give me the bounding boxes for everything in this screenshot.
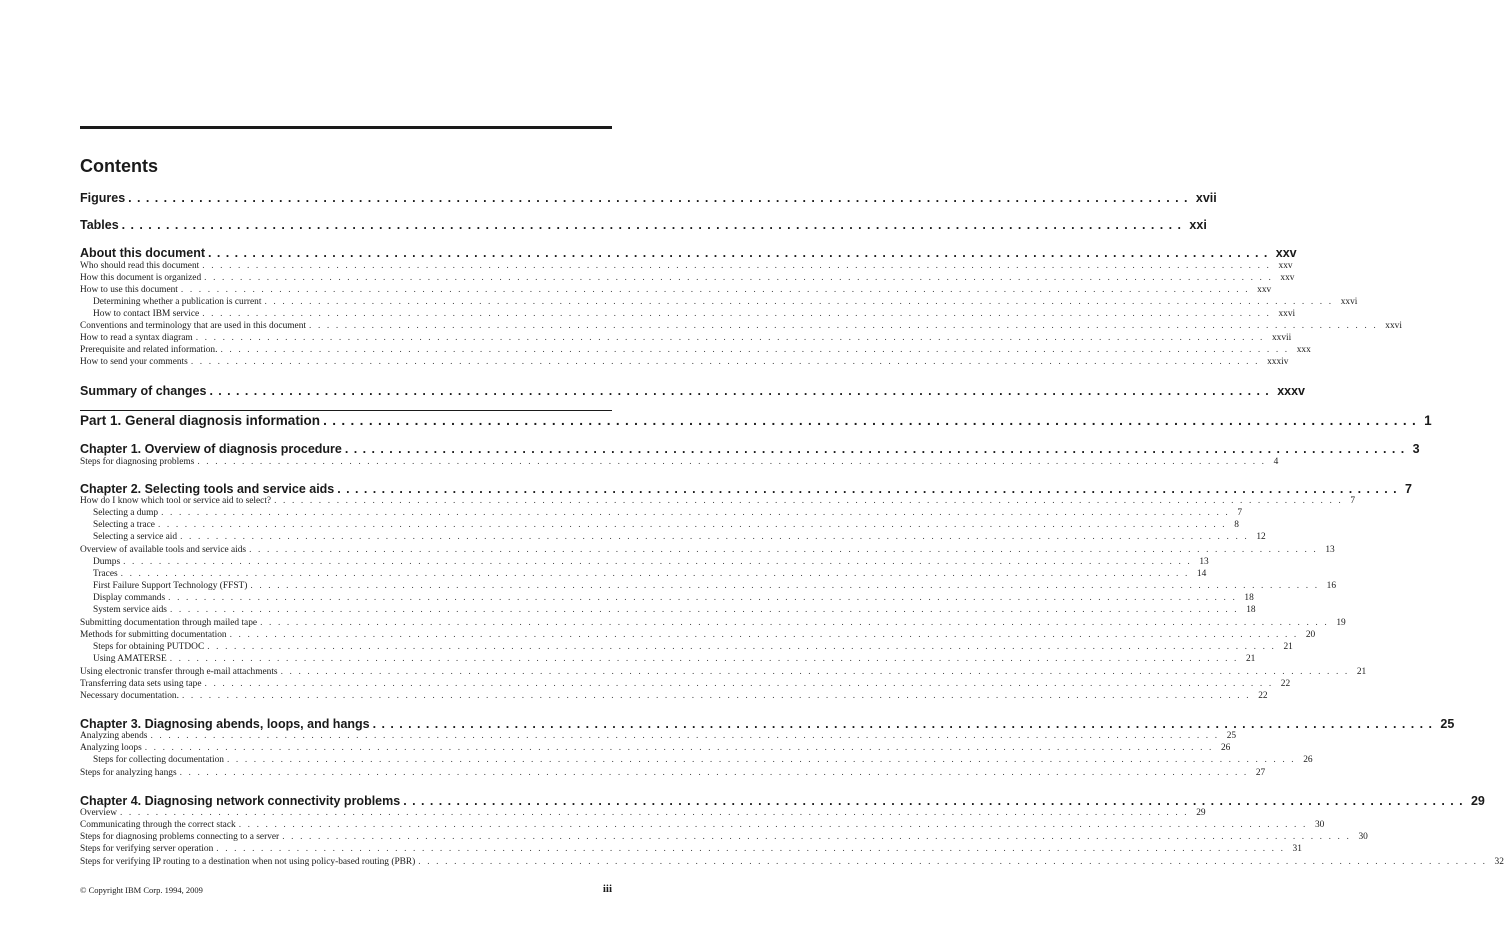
toc-entry-label: Using AMATERSE [93, 654, 167, 664]
toc-entry[interactable] [80, 519, 1239, 531]
toc-entry-page: 1 [1424, 413, 1432, 428]
toc-entry[interactable] [80, 284, 1272, 296]
toc-entry[interactable] [80, 604, 1256, 616]
toc-entry[interactable] [80, 617, 1346, 629]
toc-entry-label: Steps for verifying IP routing to a destination when not using policy-based routing (PBR) [80, 857, 416, 867]
toc-entry-label: Methods for submitting documentation [80, 630, 227, 640]
toc-entry-label: Display commands [93, 593, 166, 603]
toc-entry-label: About this document [80, 246, 205, 260]
toc-entry-label: Traces [93, 569, 118, 579]
toc-leader-dots: ........................................................................................................................ [157, 520, 1232, 530]
toc-entry-page: xxvi [1385, 321, 1402, 331]
toc-entry-page: xxvi [1340, 297, 1358, 307]
toc-leader-dots: ........................................................................................................................ [161, 508, 1235, 518]
toc-entry-label: Conventions and terminology that are used in this document [80, 321, 307, 331]
toc-entry-label: Who should read this document [80, 261, 200, 271]
toc-entry-label: Using electronic transfer through e-mail attachments [80, 667, 278, 677]
toc-entry-label: Determining whether a publication is current [93, 297, 262, 307]
toc-leader-dots: ........................................................................................................................ [144, 743, 1218, 753]
toc-entry-page: xxvii [1271, 333, 1292, 343]
toc-part-entry[interactable] [80, 412, 1432, 429]
toc-entry-label: How to read a syntax diagram [80, 333, 193, 343]
toc-entry-page: xvii [1195, 191, 1217, 205]
toc-leader-dots: ........................................................................................................................ [168, 593, 1242, 603]
toc-entry-page: 4 [1273, 457, 1279, 467]
toc-entry-label: Steps for obtaining PUTDOC [93, 642, 205, 652]
toc-entry-page: 19 [1336, 618, 1346, 628]
toc-entry[interactable] [80, 320, 1402, 332]
toc-leader-dots: ........................................................................................................................ [169, 605, 1244, 615]
toc-leader-dots: ........................................................................................................................ [226, 755, 1301, 765]
toc-entry[interactable] [80, 856, 1504, 868]
toc-entry-page: 29 [1470, 794, 1485, 808]
toc-entry-page: xxx [1296, 345, 1311, 355]
toc-entry[interactable] [80, 666, 1367, 678]
toc-entry-page: xxv [1275, 246, 1297, 260]
page-title: Contents [80, 156, 158, 176]
toc-entry-page: 7 [1405, 482, 1412, 496]
toc-leader-dots: ........................................................................................................................ [180, 532, 1254, 542]
toc-leader-dots: ........................................................................................................................ [344, 442, 1410, 456]
toc-entry-page: 21 [1356, 667, 1367, 677]
toc-entry[interactable] [80, 568, 1207, 580]
toc-leader-dots: ........................................................................................................................ [202, 309, 1276, 319]
toc-entry[interactable] [80, 296, 1358, 308]
toc-entry-label: First Failure Support Technology (FFST) [93, 581, 248, 591]
toc-leader-dots: ........................................................................................................................ [190, 357, 1265, 367]
toc-leader-dots: ........................................................................................................................ [309, 321, 1383, 331]
toc-entry-page: 22 [1280, 679, 1291, 689]
toc-leader-dots: ........................................................................................................................ [403, 794, 1468, 808]
toc-leader-dots: ........................................................................................................................ [249, 545, 1323, 555]
toc-entry-label: Dumps [93, 557, 121, 567]
toc-chapter-entry[interactable] [80, 190, 1217, 207]
toc-leader-dots: ........................................................................................................................ [169, 654, 1243, 664]
toc-entry-page: 27 [1255, 768, 1266, 778]
toc-entry-page: 30 [1358, 832, 1368, 842]
toc-leader-dots: ........................................................................................................................ [202, 261, 1276, 271]
toc-entry[interactable] [80, 690, 1268, 702]
toc-entry[interactable] [80, 629, 1316, 641]
copyright-notice: © Copyright IBM Corp. 1994, 2009 [80, 885, 203, 895]
toc-entry-label: Summary of changes [80, 384, 207, 398]
toc-entry[interactable] [80, 531, 1266, 543]
toc-leader-dots: ........................................................................................................................ [250, 581, 1324, 591]
toc-entry-page: 31 [1292, 844, 1302, 854]
toc-entry[interactable] [80, 807, 1206, 819]
toc-entry-page: xxv [1257, 285, 1272, 295]
toc-entry[interactable] [80, 344, 1311, 356]
toc-entry[interactable] [80, 678, 1291, 690]
toc-entry-page: 18 [1244, 593, 1254, 603]
toc-entry-page: 3 [1412, 442, 1420, 456]
toc-leader-dots: ........................................................................................................................ [274, 496, 1348, 506]
toc-entry-page: 13 [1199, 557, 1209, 567]
toc-entry[interactable] [80, 641, 1293, 653]
toc-leader-dots: ........................................................................................................................ [204, 273, 1278, 283]
toc-entry-page: 29 [1196, 808, 1206, 818]
toc-entry-page: xxv [1278, 261, 1293, 271]
toc-leader-dots: ........................................................................................................................ [264, 297, 1338, 307]
toc-entry-label: Necessary documentation. [80, 691, 179, 701]
toc-entry-label: How to send your comments [80, 357, 188, 367]
toc-entry-page: 30 [1314, 820, 1325, 830]
top-rule [80, 126, 612, 129]
toc-entry-page: 22 [1258, 691, 1268, 701]
toc-entry[interactable] [80, 580, 1337, 592]
toc-entry-label: Selecting a dump [93, 508, 159, 518]
toc-entry-label: Chapter 3. Diagnosing abends, loops, and hangs [80, 717, 370, 731]
toc-entry-label: Communicating through the correct stack [80, 820, 236, 830]
toc-leader-dots: ........................................................................................................................ [180, 285, 1255, 295]
toc-entry[interactable] [80, 272, 1295, 284]
toc-entry[interactable] [80, 592, 1254, 604]
toc-entry-label: Figures [80, 191, 126, 205]
toc-leader-dots: ........................................................................................................................ [123, 557, 1197, 567]
toc-entry-page: 16 [1326, 581, 1337, 591]
toc-entry-page: xxxv [1277, 384, 1305, 398]
toc-entry-label: Steps for diagnosing problems [80, 457, 195, 467]
toc-entry[interactable] [80, 507, 1243, 519]
toc-leader-dots: ........................................................................................................................ [323, 413, 1422, 428]
toc-entry-label: Selecting a trace [93, 520, 155, 530]
toc-entry[interactable] [80, 356, 1289, 368]
toc-entry-label: Chapter 2. Selecting tools and service aids [80, 482, 335, 496]
toc-entry-label: Submitting documentation through mailed tape [80, 618, 258, 628]
toc-leader-dots: ........................................................................................................................ [260, 618, 1334, 628]
toc-entry-page: 8 [1234, 520, 1239, 530]
toc-entry-label: System service aids [93, 605, 167, 615]
toc-leader-dots: ........................................................................................................................ [181, 691, 1256, 701]
toc-leader-dots: ........................................................................................................................ [282, 832, 1356, 842]
toc-leader-dots: ........................................................................................................................ [120, 569, 1194, 579]
toc-leader-dots: ........................................................................................................................ [204, 679, 1278, 689]
toc-entry-page: 25 [1440, 717, 1455, 731]
toc-entry-label: Overview of available tools and service aids [80, 545, 247, 555]
toc-entry-label: How this document is organized [80, 273, 202, 283]
toc-entry-page: 25 [1226, 731, 1237, 741]
toc-entry-label: Transferring data sets using tape [80, 679, 202, 689]
toc-entry-label: Analyzing abends [80, 731, 148, 741]
toc-leader-dots: ........................................................................................................................ [220, 345, 1294, 355]
toc-entry-page: 14 [1196, 569, 1207, 579]
toc-entry-label: Steps for verifying server operation [80, 844, 214, 854]
toc-entry-label: Tables [80, 218, 119, 232]
toc-entry[interactable] [80, 544, 1335, 556]
toc-entry-label: How to contact IBM service [93, 309, 200, 319]
toc-entry-page: 12 [1256, 532, 1266, 542]
toc-entry-label: Overview [80, 808, 117, 818]
toc-entry-label: How do I know which tool or service aid to select? [80, 496, 272, 506]
toc-leader-dots: ........................................................................................................................ [418, 857, 1492, 867]
toc-leader-dots: ........................................................................................................................ [372, 717, 1438, 731]
toc-entry-page: 26 [1303, 755, 1313, 765]
toc-entry-page: 18 [1246, 605, 1256, 615]
toc-entry-page: 26 [1220, 743, 1231, 753]
page-number: iii [602, 883, 612, 895]
toc-entry[interactable] [80, 767, 1266, 779]
toc-leader-dots: ........................................................................................................................ [195, 333, 1269, 343]
toc-leader-dots: ........................................................................................................................ [238, 820, 1312, 830]
toc-entry-page: xxxiv [1267, 357, 1289, 367]
part-divider-rule [80, 410, 612, 411]
toc-entry-label: Selecting a service aid [93, 532, 178, 542]
toc-entry[interactable] [80, 819, 1325, 831]
toc-entry[interactable] [80, 730, 1237, 742]
toc-entry[interactable] [80, 831, 1368, 843]
toc-entry-label: Part 1. General diagnosis information [80, 413, 321, 428]
toc-leader-dots: ........................................................................................................................ [216, 844, 1290, 854]
toc-leader-dots: ........................................................................................................................ [207, 642, 1281, 652]
toc-entry-page: 21 [1283, 642, 1293, 652]
toc-leader-dots: ........................................................................................................................ [119, 808, 1194, 818]
toc-entry-label: Steps for collecting documentation [93, 755, 224, 765]
toc-entry[interactable] [80, 456, 1279, 468]
toc-leader-dots: ........................................................................................................................ [209, 384, 1275, 398]
toc-chapter-entry[interactable] [80, 217, 1207, 234]
toc-entry[interactable] [80, 308, 1296, 320]
toc-leader-dots: ........................................................................................................................ [128, 191, 1193, 205]
toc-entry[interactable] [80, 332, 1292, 344]
toc-leader-dots: ........................................................................................................................ [208, 246, 1273, 260]
toc-entry-label: Chapter 4. Diagnosing network connectivity problems [80, 794, 401, 808]
toc-leader-dots: ........................................................................................................................ [179, 768, 1253, 778]
toc-leader-dots: ........................................................................................................................ [229, 630, 1303, 640]
toc-entry[interactable] [80, 556, 1209, 568]
toc-entry-page: 13 [1325, 545, 1335, 555]
toc-leader-dots: ........................................................................................................................ [150, 731, 1224, 741]
toc-leader-dots: ........................................................................................................................ [197, 457, 1271, 467]
toc-entry-page: 20 [1305, 630, 1316, 640]
toc-entry-label: Analyzing loops [80, 743, 142, 753]
toc-entry-page: 21 [1245, 654, 1256, 664]
toc-chapter-entry[interactable] [80, 383, 1305, 400]
toc-entry-label: Chapter 1. Overview of diagnosis procedure [80, 442, 342, 456]
toc-entry[interactable] [80, 754, 1313, 766]
toc-leader-dots: ........................................................................................................................ [280, 667, 1354, 677]
toc-entry[interactable] [80, 742, 1231, 754]
toc-entry-page: 7 [1237, 508, 1243, 518]
toc-entry[interactable] [80, 653, 1256, 665]
toc-entry-page: xxv [1280, 273, 1295, 283]
toc-entry[interactable] [80, 843, 1302, 855]
toc-leader-dots: ........................................................................................................................ [337, 482, 1403, 496]
toc-entry-label: Steps for diagnosing problems connecting to a server [80, 832, 280, 842]
toc-entry-page: 7 [1350, 496, 1356, 506]
toc-entry-label: Steps for analyzing hangs [80, 768, 177, 778]
toc-entry-label: Prerequisite and related information. [80, 345, 218, 355]
toc-leader-dots: ........................................................................................................................ [121, 218, 1187, 232]
toc-entry-page: xxvi [1278, 309, 1296, 319]
toc-entry-page: 32 [1494, 857, 1504, 867]
toc-entry[interactable] [80, 495, 1356, 507]
document-page [80, 0, 1504, 936]
toc-entry-label: How to use this document [80, 285, 178, 295]
toc-entry-page: xxi [1189, 218, 1207, 232]
toc-entry[interactable] [80, 260, 1293, 272]
